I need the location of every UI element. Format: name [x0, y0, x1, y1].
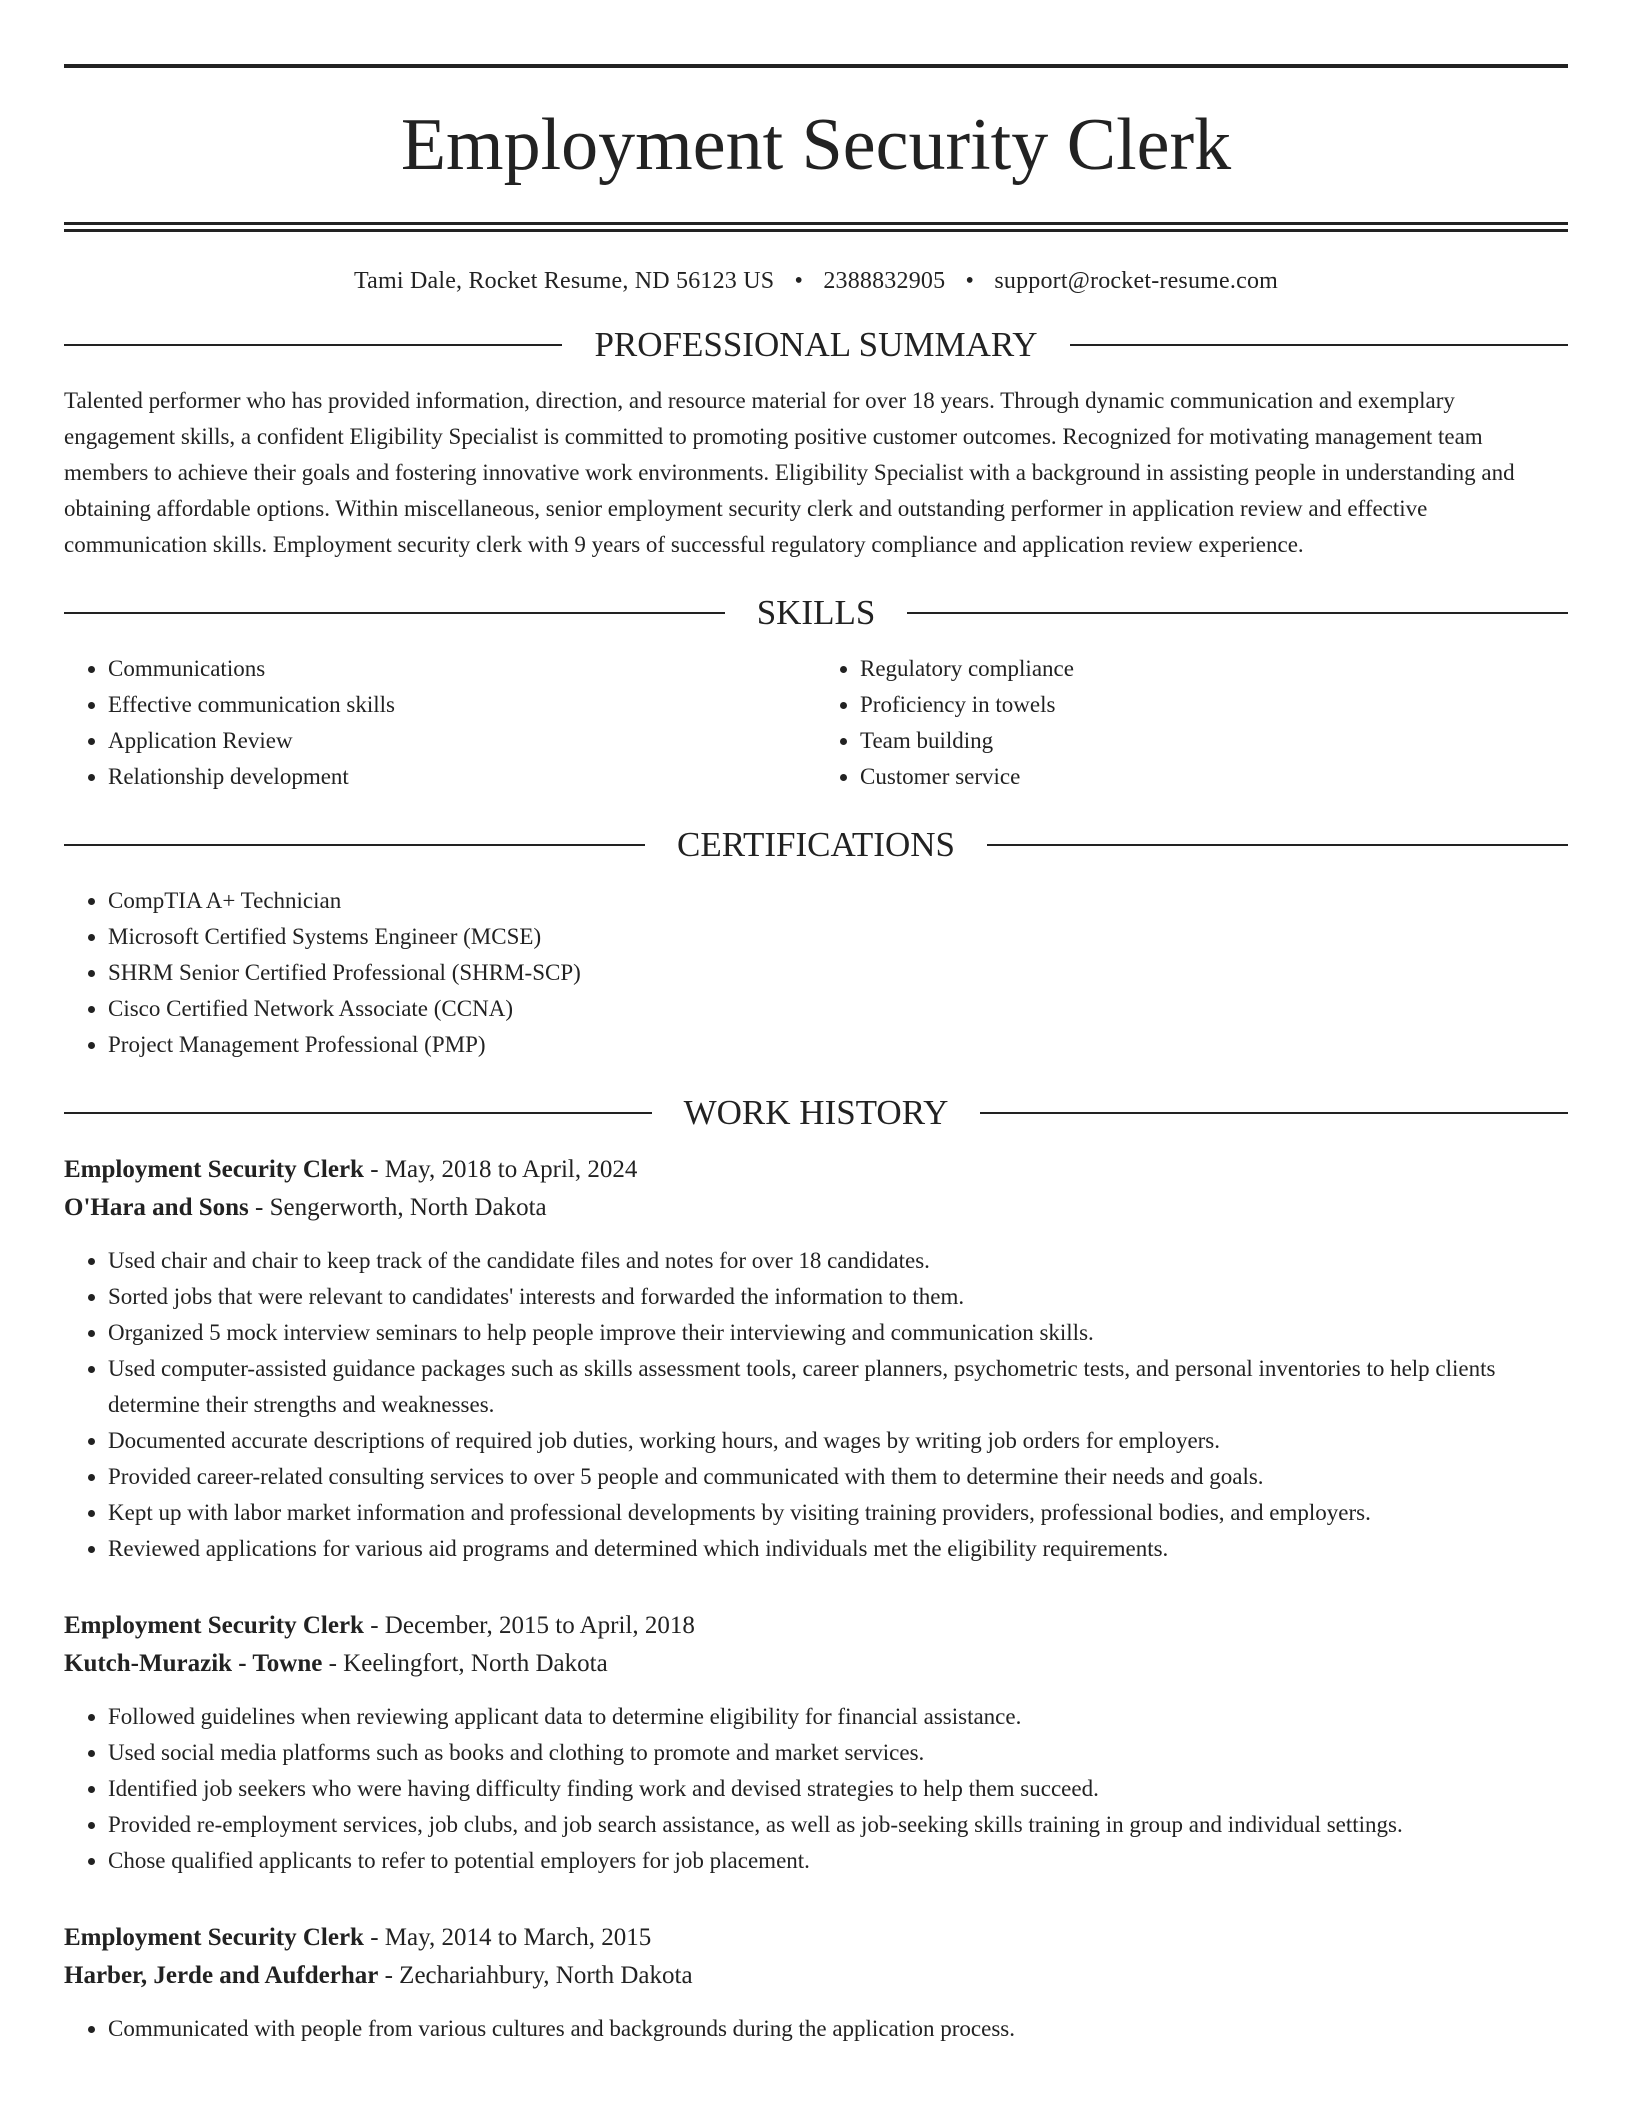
- skill-item: • Effective communication skills: [108, 687, 816, 723]
- section-rule: [907, 612, 1568, 614]
- job-role: Employment Security Clerk: [64, 1156, 364, 1183]
- job-bullets: [64, 1699, 1568, 1879]
- skill-item: • Team building: [860, 723, 1568, 759]
- skills-column-left: [64, 651, 816, 795]
- section-rule: [987, 844, 1568, 846]
- job-entry: [64, 1151, 1568, 1567]
- job-bullet: • Sorted jobs that were relevant to candidates' interests and forwarded the information to them.: [108, 1279, 1568, 1315]
- job-role-line: [64, 1151, 1568, 1189]
- top-rule: [64, 64, 1568, 68]
- job-bullet: • Identified job seekers who were having difficulty finding work and devised strategies to help them succeed.: [108, 1771, 1568, 1807]
- job-bullet: • Provided re-employment services, job clubs, and job search assistance, as well as job-seeking skills training in group and individual settings.: [108, 1807, 1568, 1843]
- job-bullet: • Reviewed applications for various aid programs and determined which individuals met the eligibility requirements.: [108, 1531, 1568, 1567]
- contact-address: Tami Dale, Rocket Resume, ND 56123 US: [353, 268, 775, 294]
- job-company-line: [64, 1645, 1568, 1683]
- summary-text: Talented performer who has provided information, direction, and resource material for over 18 years. Through dynamic communication and exemplary engagement skills, a confident Eligibility Specialist is committed to promoting positive customer outcomes. Recognized for motivating management team members to achieve their goals and fostering innovative work environments. Eligibility Specialist with a background in assisting people in understanding and obtaining affordable options. Within miscellaneous, senior employment security clerk and outstanding performer in application review and effective communication skills. Employment security clerk with 9 years of successful regulatory compliance and application review experience.: [64, 388, 1515, 557]
- job-dates: - May, 2018 to April, 2024: [363, 1156, 638, 1183]
- job-role-line: [64, 1919, 1568, 1957]
- job-company: O'Hara and Sons: [64, 1194, 249, 1221]
- resume-title: Employment Security Clerk: [400, 104, 1232, 186]
- job-bullet: • Provided career-related consulting services to over 5 people and communicated with them to determine their needs and goals.: [108, 1459, 1568, 1495]
- skill-item: • Customer service: [860, 759, 1568, 795]
- job-location: - Keelingfort, North Dakota: [322, 1650, 608, 1677]
- job-location: - Zechariahbury, North Dakota: [378, 1962, 693, 1989]
- job-bullet: • Followed guidelines when reviewing applicant data to determine eligibility for financial assistance.: [108, 1699, 1568, 1735]
- job-bullet: • Used social media platforms such as books and clothing to promote and market services.: [108, 1735, 1568, 1771]
- section-header-skills: [64, 593, 1568, 633]
- resume-page: [64, 64, 1568, 2047]
- certification-item: • SHRM Senior Certified Professional (SHRM-SCP): [108, 955, 1568, 991]
- job-bullet: • Used computer-assisted guidance packages such as skills assessment tools, career planners, psychometric tests, and personal inventories to help clients determine their strengths and weaknesses.: [108, 1351, 1568, 1423]
- section-title-certifications: CERTIFICATIONS: [677, 825, 955, 864]
- section-rule: [980, 1112, 1568, 1114]
- job-dates: - May, 2014 to March, 2015: [363, 1924, 652, 1951]
- job-bullet: • Documented accurate descriptions of required job duties, working hours, and wages by writing job orders for employers.: [108, 1423, 1568, 1459]
- job-bullets: [64, 2011, 1568, 2047]
- section-rule: [64, 612, 725, 614]
- skill-item: • Communications: [108, 651, 816, 687]
- job-dates: - December, 2015 to April, 2018: [363, 1612, 695, 1639]
- job-bullet: • Communicated with people from various cultures and backgrounds during the application process.: [108, 2011, 1568, 2047]
- contact-separator: •: [965, 268, 975, 294]
- skills-column-right: [816, 651, 1568, 795]
- skill-item: • Regulatory compliance: [860, 651, 1568, 687]
- job-location: - Sengerworth, North Dakota: [248, 1194, 547, 1221]
- section-rule: [64, 344, 562, 346]
- job-entry: [64, 1607, 1568, 1879]
- skill-item: • Relationship development: [108, 759, 816, 795]
- job-bullet: • Used chair and chair to keep track of the candidate files and notes for over 18 candidates.: [108, 1243, 1568, 1279]
- section-rule: [64, 1112, 652, 1114]
- job-bullet: • Organized 5 mock interview seminars to help people improve their interviewing and communication skills.: [108, 1315, 1568, 1351]
- skill-item: • Application Review: [108, 723, 816, 759]
- contact-line: [64, 268, 1568, 295]
- certifications-list: [64, 883, 1568, 1063]
- certification-item: • CompTIA A+ Technician: [108, 883, 1568, 919]
- contact-separator: •: [794, 268, 804, 294]
- contact-phone: 2388832905: [823, 268, 946, 294]
- contact-email: support@rocket-resume.com: [994, 268, 1279, 294]
- job-bullet: • Chose qualified applicants to refer to potential employers for job placement.: [108, 1843, 1568, 1879]
- job-company: Kutch-Murazik - Towne: [64, 1650, 323, 1677]
- skills-list: [64, 651, 1568, 795]
- job-role: Employment Security Clerk: [64, 1924, 364, 1951]
- section-header-summary: [64, 325, 1568, 365]
- section-rule: [64, 844, 645, 846]
- section-title-summary: PROFESSIONAL SUMMARY: [594, 325, 1038, 364]
- job-company: Harber, Jerde and Aufderhar: [64, 1962, 379, 1989]
- job-role-line: [64, 1607, 1568, 1645]
- section-header-work: [64, 1093, 1568, 1133]
- skill-item: • Proficiency in towels: [860, 687, 1568, 723]
- section-header-certifications: [64, 825, 1568, 865]
- section-rule: [1070, 344, 1568, 346]
- job-bullets: [64, 1243, 1568, 1567]
- job-company-line: [64, 1957, 1568, 1995]
- section-title-work: WORK HISTORY: [683, 1093, 949, 1132]
- job-bullet: • Kept up with labor market information and professional developments by visiting training providers, professional bodies, and employers.: [108, 1495, 1568, 1531]
- certification-item: • Cisco Certified Network Associate (CCNA): [108, 991, 1568, 1027]
- job-role: Employment Security Clerk: [64, 1612, 364, 1639]
- title-double-rule: [64, 222, 1568, 232]
- job-entry: [64, 1919, 1568, 2047]
- section-title-skills: SKILLS: [756, 593, 876, 632]
- certification-item: • Microsoft Certified Systems Engineer (MCSE): [108, 919, 1568, 955]
- job-company-line: [64, 1189, 1568, 1227]
- certification-item: • Project Management Professional (PMP): [108, 1027, 1568, 1063]
